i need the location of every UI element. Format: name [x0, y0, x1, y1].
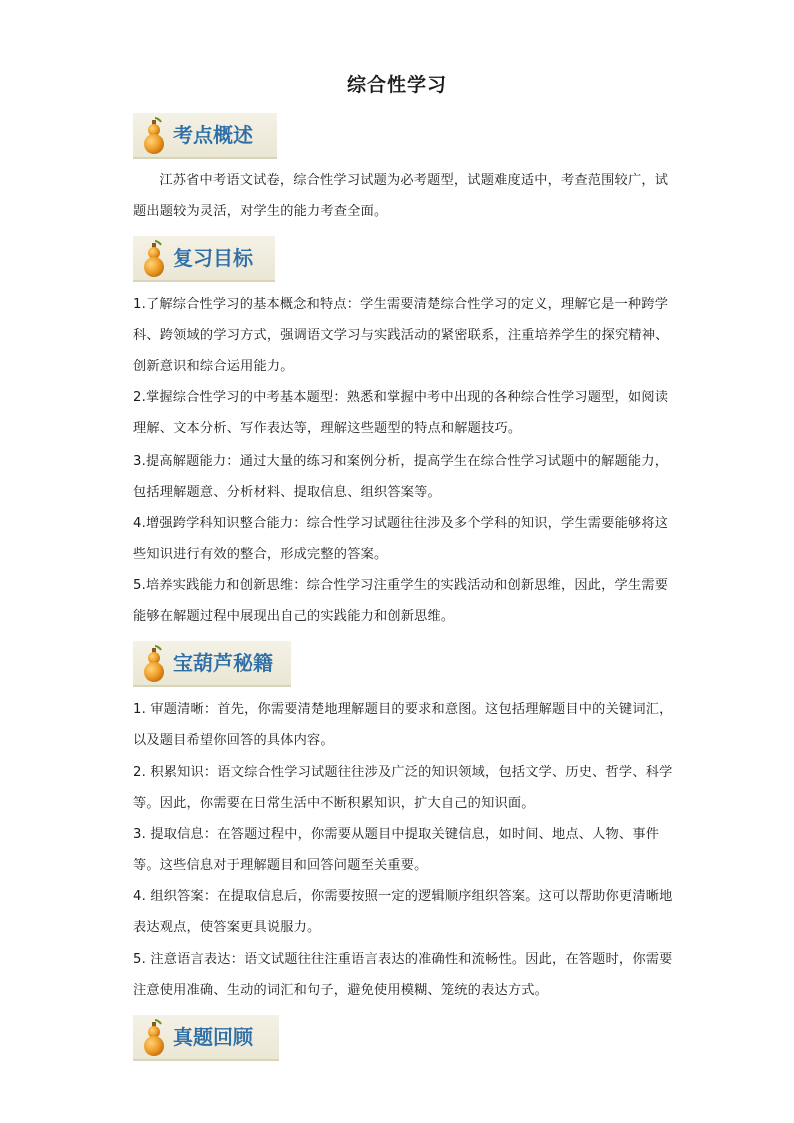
tip-item: 5. 注意语言表达：语文试题往往注重语言表达的准确性和流畅性。因此，在答题时，你需要注意使用准确、生动的词汇和句子，避免使用模糊、笼统的表达方式。	[133, 952, 673, 998]
gourd-icon	[141, 116, 167, 156]
goal-item: 4.增强跨学科知识整合能力：综合性学习试题往往涉及多个学科的知识，学生需要能够将这些知识进行有效的整合，形成完整的答案。	[133, 516, 669, 562]
tip-item: 3. 提取信息：在答题过程中，你需要从题目中提取关键信息，如时间、地点、人物、事件等。这些信息对于理解题目和回答问题至关重要。	[133, 827, 660, 873]
section-label: 考点概述	[173, 123, 253, 147]
gourd-icon	[141, 239, 167, 279]
section-header-goals	[133, 236, 275, 282]
goal-item: 1.了解综合性学习的基本概念和特点：学生需要清楚综合性学习的定义，理解它是一种跨学科、跨领域的学习方式，强调语文学习与实践活动的紧密联系，注重培养学生的探究精神、创新意识和综合运用能力。	[133, 297, 669, 374]
section-header-overview	[133, 113, 277, 159]
tip-item: 2. 积累知识：语文综合性学习试题往往涉及广泛的知识领域，包括文学、历史、哲学、科学等。因此，你需要在日常生活中不断积累知识，扩大自己的知识面。	[133, 765, 673, 811]
tip-item: 1. 审题清晰：首先，你需要清楚地理解题目的要求和意图。这包括理解题目中的关键词汇，以及题目希望你回答的具体内容。	[133, 702, 673, 748]
section-header-review	[133, 1015, 279, 1061]
section-label: 真题回顾	[173, 1025, 253, 1049]
goal-item: 2.掌握综合性学习的中考基本题型：熟悉和掌握中考中出现的各种综合性学习题型，如阅读理解、文本分析、写作表达等，理解这些题型的特点和解题技巧。	[133, 390, 669, 436]
section-header-tips	[133, 641, 291, 687]
tip-item: 4. 组织答案：在提取信息后，你需要按照一定的逻辑顺序组织答案。这可以帮助你更清晰地表达观点，使答案更具说服力。	[133, 889, 673, 935]
gourd-icon	[141, 644, 167, 684]
goal-item: 5.培养实践能力和创新思维：综合性学习注重学生的实践活动和创新思维，因此，学生需要能够在解题过程中展现出自己的实践能力和创新思维。	[133, 578, 669, 624]
section-label: 复习目标	[173, 246, 253, 270]
section-label: 宝葫芦秘籍	[173, 651, 273, 675]
overview-paragraph: 江苏省中考语文试卷，综合性学习试题为必考题型，试题难度适中，考查范围较广，试题出题较为灵活，对学生的能力考查全面。	[133, 173, 669, 219]
goal-item: 3.提高解题能力：通过大量的练习和案例分析，提高学生在综合性学习试题中的解题能力，包括理解题意、分析材料、提取信息、组织答案等。	[133, 454, 669, 500]
gourd-icon	[141, 1018, 167, 1058]
page-title: 综合性学习	[346, 74, 447, 96]
